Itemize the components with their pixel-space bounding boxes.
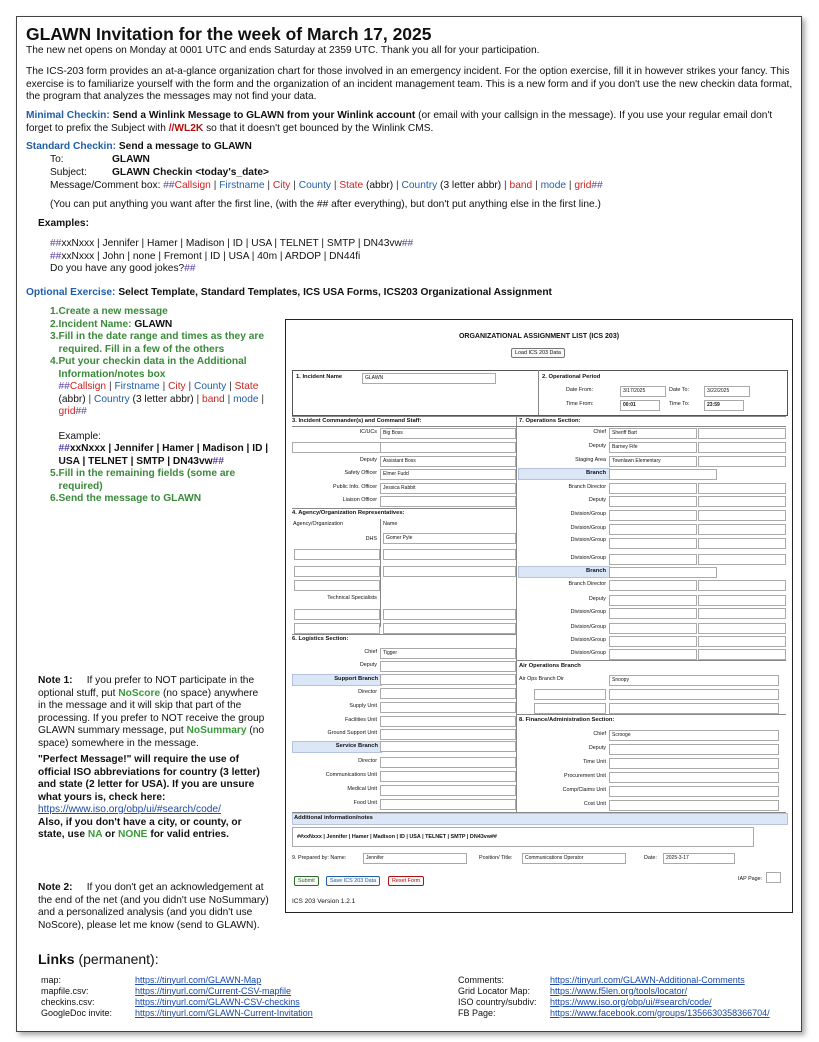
procurement-unit-field[interactable] bbox=[609, 772, 779, 783]
additional-info-label: Additional information/notes bbox=[294, 815, 373, 821]
branch-field-2[interactable] bbox=[609, 567, 717, 578]
op-period-label: 2. Operational Period bbox=[542, 374, 601, 380]
div-group-field-1b[interactable] bbox=[698, 510, 786, 521]
branch-director-field-1b[interactable] bbox=[698, 483, 786, 494]
air-ops-field-2b[interactable] bbox=[609, 689, 779, 700]
perfect-message-text: "Perfect Message!" will require the use of official ISO abbreviations for country (3 letter) and state (2 letter for USA). If you are unsure what yours is, check here: bbox=[38, 754, 260, 803]
link-row: Comments: https://tinyurl.com/GLAWN-Additional-Comments bbox=[458, 974, 745, 985]
map-link[interactable]: https://tinyurl.com/GLAWN-Map bbox=[135, 974, 262, 985]
prepared-date-field[interactable]: 2025-3-17 bbox=[663, 853, 735, 864]
tech-name-2[interactable] bbox=[383, 623, 516, 634]
medical-unit-field[interactable] bbox=[380, 785, 516, 796]
section-8-heading: 8. Finance/Administration Section: bbox=[519, 717, 615, 723]
to-value: GLAWN bbox=[112, 154, 150, 165]
div-group-field-7b[interactable] bbox=[698, 636, 786, 647]
link-row: mapfile.csv: https://tinyurl.com/Current-CSV-mapfile bbox=[41, 985, 292, 996]
link-row: checkins.csv: https://tinyurl.com/GLAWN-CSV-checkins bbox=[41, 996, 300, 1007]
optional-heading bbox=[26, 287, 552, 300]
examples-label: Examples: bbox=[38, 218, 89, 229]
branch-director-field-1[interactable] bbox=[609, 483, 697, 494]
example-line-1: ##xxNxxx | Jennifer | Hamer | Madison | ID | USA | TELNET | SMTP | DN43vw## bbox=[50, 238, 414, 249]
date-from-field[interactable]: 3/17/2025 bbox=[620, 386, 666, 397]
branch-deputy-field-1b[interactable] bbox=[698, 496, 786, 507]
document-page bbox=[16, 16, 802, 1032]
link-row: Grid Locator Map: https://www.f5len.org/tools/locator/ bbox=[458, 985, 688, 996]
form-version: ICS 203 Version 1.2.1 bbox=[292, 898, 356, 905]
links-heading: Links (permanent): bbox=[38, 951, 159, 967]
minimal-bold: Send a Winlink Message to GLAWN from your Winlink account bbox=[112, 110, 416, 121]
branch-deputy-field-2b[interactable] bbox=[698, 595, 786, 606]
subject-row bbox=[50, 167, 269, 180]
link-row: GoogleDoc invite: https://tinyurl.com/GLAWN-Current-Invitation bbox=[41, 1007, 313, 1018]
field-grid: grid bbox=[574, 180, 592, 191]
to-label: To: bbox=[50, 154, 64, 165]
iso-country-link[interactable]: https://www.iso.org/obp/ui/#search/code/ bbox=[550, 996, 712, 1007]
minimal-label: Minimal Checkin: bbox=[26, 110, 110, 121]
agency-name-3[interactable] bbox=[383, 566, 516, 577]
form-title: ORGANIZATIONAL ASSIGNMENT LIST (ICS 203) bbox=[458, 333, 620, 340]
none-keyword: NONE bbox=[118, 829, 148, 840]
field-city: City bbox=[272, 180, 291, 191]
div-group-field-4[interactable] bbox=[609, 554, 697, 565]
section-6-heading: 6. Logistics Section: bbox=[292, 636, 349, 642]
section-4-heading: 4. Agency/Organization Representatives: bbox=[292, 510, 405, 516]
div-group-field-3b[interactable] bbox=[698, 538, 786, 549]
pio-field[interactable]: Jessica Rabbit bbox=[380, 483, 516, 494]
minimal-rest2: so that it doesn't get bounced by the Winlink CMS. bbox=[203, 122, 434, 134]
deputy-field[interactable]: Assistant Boss bbox=[380, 456, 516, 467]
iso-link[interactable]: https://www.iso.org/obp/ui/#search/code/ bbox=[38, 804, 221, 815]
fb-page-link[interactable]: https://www.facebook.com/groups/1356630358366704/ bbox=[550, 1007, 770, 1018]
branch-director-field-2b[interactable] bbox=[698, 580, 786, 591]
link-row: ISO country/subdiv: https://www.iso.org/obp/ui/#search/code/ bbox=[458, 996, 712, 1007]
note2-label: Note 2: bbox=[38, 882, 73, 893]
field-firstname: Firstname bbox=[219, 180, 265, 191]
ic-field[interactable]: Big Boss bbox=[380, 428, 516, 439]
comms-unit-field[interactable] bbox=[380, 771, 516, 782]
iap-page-field[interactable] bbox=[766, 872, 781, 883]
air-ops-field-3b[interactable] bbox=[609, 703, 779, 714]
field-country-note: (3 letter abbr) bbox=[440, 180, 502, 191]
links-left-table bbox=[41, 974, 313, 1018]
note-2: Note 2: If you don't get an acknowledgement at the end of the net (and you didn't use NoSummary) and a personalized analysis (and you didn't use NoScore), please let me know (send to GLAWN). bbox=[38, 882, 269, 931]
optional-bold: Select Template, Standard Templates, ICS USA Forms, ICS203 Organizational Assignment bbox=[118, 287, 552, 298]
field-callsign: Callsign bbox=[174, 180, 211, 191]
ops-chief-field[interactable]: Sheriff Bart bbox=[609, 428, 697, 439]
div-group-field-5[interactable] bbox=[609, 608, 697, 619]
note-1: Note 1: If you prefer to NOT participate in the optional stuff, put NoScore (no space) anywhere in the message and it will skip that part of the processing. If you prefer to NOT receive the group GLAWN summary message, put NoSummary (no space) somewhere in the message. "Perfect Message!" will require the use of official ISO abbreviations for country (3 letter) and state (2 letter for USA). If you are unsure what yours is, check here: https://www.iso.org/obp/ui/#search/code/ Also, if you don't have a city, or county, or state, use NA or NONE for valid entries. bbox=[38, 675, 265, 840]
support-branch-field[interactable] bbox=[380, 674, 516, 685]
grid-locator-link[interactable]: https://www.f5len.org/tools/locator/ bbox=[550, 985, 688, 996]
support-director-field[interactable] bbox=[380, 688, 516, 699]
field-mode: mode bbox=[540, 180, 567, 191]
branch-deputy-field-2[interactable] bbox=[609, 595, 697, 606]
link-row: map: https://tinyurl.com/GLAWN-Map bbox=[41, 974, 262, 985]
step-6: 6.Send the message to GLAWN bbox=[50, 493, 202, 504]
div-group-field-2b[interactable] bbox=[698, 524, 786, 535]
tech-field-2[interactable] bbox=[294, 623, 380, 634]
div-group-field-3[interactable] bbox=[609, 538, 697, 549]
field-country: Country bbox=[401, 180, 438, 191]
position-title-field[interactable]: Communications Operator bbox=[522, 853, 626, 864]
minimal-checkin bbox=[26, 110, 801, 135]
standard-checkin-heading bbox=[26, 141, 252, 154]
hash-suffix: ## bbox=[591, 180, 603, 191]
time-from-field[interactable]: 00:01 bbox=[620, 400, 660, 411]
checkins-link[interactable]: https://tinyurl.com/GLAWN-CSV-checkins bbox=[135, 996, 300, 1007]
step-example-label: Example: bbox=[58, 430, 101, 442]
standard-note: (You can put anything you want after the first line, (with the ## after everything), but don't put anything else in the first line.) bbox=[50, 199, 601, 210]
service-branch-label: Service Branch bbox=[335, 743, 378, 749]
step-1: 1.Create a new message bbox=[50, 306, 168, 317]
div-group-field-1[interactable] bbox=[609, 510, 697, 521]
agency-field-4[interactable] bbox=[294, 580, 380, 591]
div-group-field-8[interactable] bbox=[609, 649, 697, 660]
facilities-unit-field[interactable] bbox=[380, 716, 516, 727]
standard-bold: Send a message to GLAWN bbox=[118, 141, 252, 152]
submit-button[interactable]: Submit bbox=[294, 876, 319, 886]
air-ops-field-2[interactable] bbox=[534, 689, 606, 700]
optional-steps bbox=[50, 306, 272, 506]
ops-deputy-field-2[interactable] bbox=[698, 442, 786, 453]
logistics-chief-field[interactable]: Tigger bbox=[380, 648, 516, 659]
message-format-row: Message/Comment box: ##Callsign | Firstname | City | County | State (abbr) | Country (3 letter abbr) | band | mode | grid## bbox=[50, 180, 603, 191]
ops-chief-field-2[interactable] bbox=[698, 428, 786, 439]
msg-label: Message/Comment box: bbox=[50, 180, 161, 191]
date-to-field[interactable]: 3/22/2025 bbox=[704, 386, 750, 397]
liaison-field[interactable] bbox=[380, 496, 516, 507]
na-keyword: NA bbox=[87, 829, 103, 840]
service-branch-field[interactable] bbox=[380, 741, 516, 752]
comments-link[interactable]: https://tinyurl.com/GLAWN-Additional-Comments bbox=[550, 974, 745, 985]
example-line-3: Do you have any good jokes?## bbox=[50, 263, 196, 274]
page-title: GLAWN Invitation for the week of March 17, 2025 bbox=[26, 24, 432, 44]
div-group-field-7[interactable] bbox=[609, 636, 697, 647]
div-group-field-6b[interactable] bbox=[698, 623, 786, 634]
standard-label: Standard Checkin: bbox=[26, 141, 117, 152]
agency-name-2[interactable] bbox=[383, 549, 516, 560]
staging-area-field-2[interactable] bbox=[698, 456, 786, 467]
support-branch-label: Support Branch bbox=[334, 676, 378, 682]
air-ops-field-3[interactable] bbox=[534, 703, 606, 714]
service-director-field[interactable] bbox=[380, 757, 516, 768]
links-right-table bbox=[458, 974, 770, 1018]
branch-field-1[interactable] bbox=[609, 469, 717, 480]
hash-prefix: ## bbox=[163, 180, 175, 191]
step-4: 4. Put your checkin data in the Additional Information/notes box ##Callsign | Firstname | City | County | State (abbr) | Country (3 letter abbr) | band | mode | grid## Example: ##xxNxxx | Jennifer | Hamer | Madison | ID | USA | TELNET | SMTP | DN43vw## bbox=[50, 356, 269, 467]
staging-area-field[interactable]: Townlawn Elementary bbox=[609, 456, 697, 467]
noscore-keyword: NoScore bbox=[118, 687, 161, 699]
field-band: band bbox=[509, 180, 533, 191]
wl2k-prefix: //WL2K bbox=[168, 122, 204, 134]
div-group-field-8b[interactable] bbox=[698, 649, 786, 660]
agency-field-3[interactable] bbox=[294, 566, 380, 577]
step-3: 3. Fill in the date range and times as they are required. Fill in a few of the others bbox=[50, 331, 265, 355]
field-state: State bbox=[339, 180, 364, 191]
googledoc-link[interactable]: https://tinyurl.com/GLAWN-Current-Invitation bbox=[135, 1007, 313, 1018]
save-ics203-button[interactable]: Save ICS 203 Data bbox=[326, 876, 380, 886]
comp-claims-field[interactable] bbox=[609, 786, 779, 797]
branch-deputy-field-1[interactable] bbox=[609, 496, 697, 507]
branch-label-2: Branch bbox=[586, 568, 606, 574]
logistics-deputy-field[interactable] bbox=[380, 661, 516, 672]
step-2: 2.Incident Name: GLAWN bbox=[50, 318, 173, 330]
finance-chief-field[interactable]: Scrooge bbox=[609, 730, 779, 741]
intro-paragraph: The ICS-203 form provides an at-a-glance organization chart for those involved in an emergency incident. For the option exercise, fill it in however strikes your fancy. This exercise is to familiarize yourself with the form and the organization of an incident management team. This is a new form and if you don't use the new checkin data format, the program that analyzes the messages may not find your data. bbox=[26, 66, 793, 102]
time-unit-field[interactable] bbox=[609, 758, 779, 769]
step-example-text: ##xxNxxx | Jennifer | Hamer | Madison | ID | USA | TELNET | SMTP | DN43vw## bbox=[58, 443, 269, 467]
note1-label: Note 1: bbox=[38, 675, 73, 686]
air-ops-heading: Air Operations Branch bbox=[519, 663, 581, 669]
nosummary-keyword: NoSummary bbox=[186, 725, 247, 736]
div-group-field-4b[interactable] bbox=[698, 554, 786, 565]
safety-officer-field[interactable]: Elmer Fudd bbox=[380, 469, 516, 480]
branch-director-field-2[interactable] bbox=[609, 580, 697, 591]
section-7-heading: 7. Operations Section: bbox=[519, 418, 581, 424]
incident-name-label: 1. Incident Name bbox=[296, 374, 343, 380]
tech-name-1[interactable] bbox=[383, 609, 516, 620]
reset-form-button[interactable]: Reset Form bbox=[388, 876, 424, 886]
subject-label: Subject: bbox=[50, 167, 87, 178]
incident-name-field[interactable]: GLAWN bbox=[362, 373, 496, 384]
section-3-heading: 3. Incident Commander(s) and Command Staff: bbox=[292, 418, 422, 424]
div-group-field-6[interactable] bbox=[609, 623, 697, 634]
div-group-field-5b[interactable] bbox=[698, 608, 786, 619]
additional-info-textarea[interactable]: ##xxNxxx | Jennifer | Hamer | Madison | ID | USA | TELNET | SMTP | DN43vw## bbox=[292, 827, 754, 847]
food-unit-field[interactable] bbox=[380, 799, 516, 810]
field-state-note: (abbr) bbox=[366, 180, 394, 191]
ic-field-2[interactable] bbox=[380, 442, 516, 453]
step-5: 5. Fill in the remaining fields (some are required) bbox=[50, 468, 236, 492]
minimal-rest1: (or email with your callsign in the message). If you use your regular email don't forget to prefix the Subject with bbox=[26, 110, 773, 134]
cost-unit-field[interactable] bbox=[609, 800, 779, 811]
air-ops-dir-field[interactable]: Snoopy bbox=[609, 675, 779, 686]
ops-deputy-field[interactable]: Barney Fife bbox=[609, 442, 697, 453]
ics203-form: ORGANIZATIONAL ASSIGNMENT LIST (ICS 203) Load ICS 203 Data 1. Incident Name GLAWN 2. Operational Period Date From: 3/17/2025 Date To: 3/22/2025 Time From: 00:01 Time To: 23:59 3. Incident Commander(s) and Command Staff: IC/UCs Big Boss Deputy Assistant Boss Safety Officer Elmer Fudd Public Info. Officer Jessica Rabbit Liaison Officer 4. Agency/Organization Representatives: Agency/Organization Name DHS Gomer Pyle Technical Specialists 6. Logistics Section: Chief Tigger Deputy Support Branch Director Supply Unit Facilities Unit Ground Support Unit Service Branch Director Communications Unit Medical Unit Food Unit 7. Operations Section: Chief Sheriff Bart Deputy Barney Fife Staging Area Townlawn Elementary Branch Branch Director Deputy Division/Group Division/Group Division/Group Division/Group Branch Branch Director Deputy Division/Group Division/Group Division/Group Division/Group Air Operations Branch Air Ops Branch Dir Snoopy 8. Finance/Administration Section: Chief Scrooge Deputy Time Unit Procurement Unit Comp/Claims Unit Cost Unit Additional information/notes ##xxNxxx | Jennifer | Hamer | Madison | ID | USA | TELNET | SMTP | DN43vw## 9. Prepared by: Name: Jennifer Position/ Title: Communications Operator Date: 2025-3-17 IAP Page: Submit Save ICS 203 Data Reset Form ICS 203 Version 1.2.1 bbox=[285, 319, 793, 913]
example-line-2: ##xxNxxx | John | none | Fremont | ID | USA | 40m | ARDOP | DN44fi bbox=[50, 251, 361, 262]
supply-unit-field[interactable] bbox=[380, 702, 516, 713]
branch-label-1: Branch bbox=[586, 470, 606, 476]
mapfile-link[interactable]: https://tinyurl.com/Current-CSV-mapfile bbox=[135, 985, 292, 996]
tech-field-1[interactable] bbox=[294, 609, 380, 620]
load-ics203-button[interactable]: Load ICS 203 Data bbox=[511, 348, 565, 358]
ground-support-field[interactable] bbox=[380, 729, 516, 740]
ic-field-2-label[interactable] bbox=[292, 442, 384, 453]
prepared-by-field[interactable]: Jennifer bbox=[363, 853, 467, 864]
field-county: County bbox=[298, 180, 332, 191]
link-row: FB Page: https://www.facebook.com/groups/1356630358366704/ bbox=[458, 1007, 770, 1018]
subtitle: The new net opens on Monday at 0001 UTC and ends Saturday at 2359 UTC. Thank you all for your participation. bbox=[26, 45, 540, 56]
to-row bbox=[50, 154, 150, 167]
optional-label: Optional Exercise: bbox=[26, 287, 116, 298]
time-to-field[interactable]: 23:59 bbox=[704, 400, 744, 411]
dhs-name-field[interactable]: Gomer Pyle bbox=[383, 533, 516, 544]
div-group-field-2[interactable] bbox=[609, 524, 697, 535]
subject-value: GLAWN Checkin <today's_date> bbox=[112, 167, 269, 178]
finance-deputy-field[interactable] bbox=[609, 744, 779, 755]
agency-field-2[interactable] bbox=[294, 549, 380, 560]
